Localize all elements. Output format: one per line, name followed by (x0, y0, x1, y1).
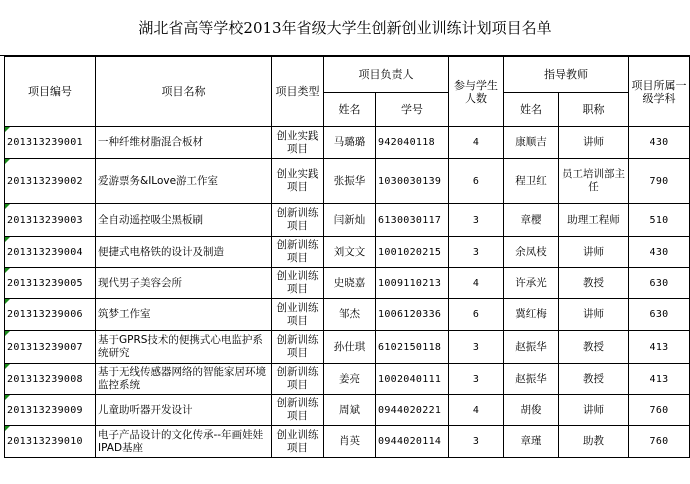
cell-project-name[interactable]: 基于GPRS技术的便携式心电监护系统研究 (96, 331, 272, 364)
cell-participants[interactable]: 6 (449, 159, 504, 204)
cell-project-name[interactable]: 电子产品设计的文化传承--年画娃娃IPAD基座 (96, 426, 272, 458)
cell-student-id[interactable]: 942040118 (376, 127, 449, 159)
cell-project-type[interactable]: 创业实践项目 (272, 159, 324, 204)
cell-student-id[interactable]: 1006120336 (376, 299, 449, 331)
cell-project-id[interactable]: 201313239009 (5, 395, 96, 426)
cell-project-name[interactable]: 基于无线传感器网络的智能家居环境监控系统 (96, 364, 272, 395)
cell-leader-name[interactable]: 史晓嘉 (324, 268, 376, 299)
cell-project-id[interactable]: 201313239001 (5, 127, 96, 159)
cell-leader-name[interactable]: 肖英 (324, 426, 376, 458)
table-row (5, 268, 690, 299)
cell-student-id[interactable]: 6130030117 (376, 204, 449, 237)
cell-project-type[interactable]: 创新训练项目 (272, 331, 324, 364)
header-advisor-name[interactable]: 姓名 (504, 93, 559, 127)
table-row (5, 426, 690, 458)
cell-student-id[interactable]: 0944020221 (376, 395, 449, 426)
cell-project-id[interactable]: 201313239007 (5, 331, 96, 364)
cell-participants[interactable]: 4 (449, 268, 504, 299)
table-row (5, 331, 690, 364)
cell-participants[interactable]: 3 (449, 331, 504, 364)
cell-project-type[interactable]: 创新训练项目 (272, 364, 324, 395)
cell-student-id[interactable]: 1030030139 (376, 159, 449, 204)
table-row (5, 395, 690, 426)
cell-advisor-title[interactable]: 教授 (559, 268, 629, 299)
cell-project-type[interactable]: 创业训练项目 (272, 299, 324, 331)
cell-discipline-code[interactable]: 760 (629, 395, 690, 426)
cell-advisor-name[interactable]: 章樱 (504, 204, 559, 237)
cell-project-name[interactable]: 儿童助听器开发设计 (96, 395, 272, 426)
cell-project-id[interactable]: 201313239002 (5, 159, 96, 204)
header-leader-name[interactable]: 姓名 (324, 93, 376, 127)
header-advisor-group[interactable]: 指导教师 (504, 57, 629, 93)
cell-discipline-code[interactable]: 413 (629, 331, 690, 364)
cell-participants[interactable]: 3 (449, 204, 504, 237)
cell-project-name[interactable]: 全自动遥控吸尘黑板刷 (96, 204, 272, 237)
cell-leader-name[interactable]: 姜亮 (324, 364, 376, 395)
table-row (5, 159, 690, 204)
cell-discipline-code[interactable]: 430 (629, 127, 690, 159)
cell-advisor-name[interactable]: 胡俊 (504, 395, 559, 426)
cell-participants[interactable]: 4 (449, 395, 504, 426)
page-title: 湖北省高等学校2013年省级大学生创新创业训练计划项目名单 (0, 0, 690, 56)
table-row (5, 237, 690, 268)
cell-student-id[interactable]: 1001020215 (376, 237, 449, 268)
table-row (5, 364, 690, 395)
cell-discipline-code[interactable]: 510 (629, 204, 690, 237)
cell-advisor-title[interactable]: 助教 (559, 426, 629, 458)
table-row (5, 299, 690, 331)
cell-project-id[interactable]: 201313239006 (5, 299, 96, 331)
cell-project-type[interactable]: 创新训练项目 (272, 395, 324, 426)
cell-advisor-title[interactable]: 员工培训部主任 (559, 159, 629, 204)
cell-advisor-name[interactable]: 冀红梅 (504, 299, 559, 331)
cell-advisor-name[interactable]: 章瑾 (504, 426, 559, 458)
cell-student-id[interactable]: 1002040111 (376, 364, 449, 395)
cell-advisor-title[interactable]: 讲师 (559, 395, 629, 426)
cell-advisor-title[interactable]: 讲师 (559, 299, 629, 331)
header-project-name[interactable]: 项目名称 (96, 57, 272, 127)
project-table (4, 56, 690, 458)
cell-advisor-name[interactable]: 赵振华 (504, 364, 559, 395)
cell-leader-name[interactable]: 闫新灿 (324, 204, 376, 237)
cell-student-id[interactable]: 1009110213 (376, 268, 449, 299)
cell-advisor-name[interactable]: 程卫红 (504, 159, 559, 204)
cell-discipline-code[interactable]: 630 (629, 299, 690, 331)
cell-advisor-name[interactable]: 余凤枝 (504, 237, 559, 268)
header-leader-group[interactable]: 项目负责人 (324, 57, 449, 93)
cell-advisor-name[interactable]: 许承光 (504, 268, 559, 299)
header-project-type[interactable]: 项目类型 (272, 57, 324, 127)
cell-discipline-code[interactable]: 760 (629, 426, 690, 458)
cell-advisor-title[interactable]: 教授 (559, 364, 629, 395)
cell-participants[interactable]: 3 (449, 237, 504, 268)
cell-project-id[interactable]: 201313239004 (5, 237, 96, 268)
cell-participants[interactable]: 6 (449, 299, 504, 331)
cell-advisor-title[interactable]: 讲师 (559, 237, 629, 268)
cell-student-id[interactable]: 6102150118 (376, 331, 449, 364)
table-row (5, 204, 690, 237)
cell-project-name[interactable]: 便捷式电格铁的设计及制造 (96, 237, 272, 268)
cell-project-name[interactable]: 现代男子美容会所 (96, 268, 272, 299)
cell-participants[interactable]: 3 (449, 364, 504, 395)
cell-project-type[interactable]: 创业实践项目 (272, 127, 324, 159)
cell-leader-name[interactable]: 周斌 (324, 395, 376, 426)
cell-project-name[interactable]: 一种纤维材脂混合板材 (96, 127, 272, 159)
cell-project-type[interactable]: 创新训练项目 (272, 204, 324, 237)
header-advisor-title[interactable]: 职称 (559, 93, 629, 127)
cell-project-id[interactable]: 201313239003 (5, 204, 96, 237)
cell-project-type[interactable]: 创业训练项目 (272, 426, 324, 458)
cell-leader-name[interactable]: 马璐璐 (324, 127, 376, 159)
cell-project-type[interactable]: 创业训练项目 (272, 268, 324, 299)
cell-discipline-code[interactable]: 430 (629, 237, 690, 268)
header-discipline[interactable]: 项目所属一级学科 (629, 57, 690, 127)
cell-project-type[interactable]: 创新训练项目 (272, 237, 324, 268)
cell-advisor-title[interactable]: 讲师 (559, 127, 629, 159)
header-row-top (5, 57, 690, 93)
cell-discipline-code[interactable]: 630 (629, 268, 690, 299)
header-project-id[interactable]: 项目编号 (5, 57, 96, 127)
cell-leader-name[interactable]: 邹杰 (324, 299, 376, 331)
cell-leader-name[interactable]: 孙仕琪 (324, 331, 376, 364)
header-leader-student-id[interactable]: 学号 (376, 93, 449, 127)
cell-advisor-name[interactable]: 康顺吉 (504, 127, 559, 159)
cell-student-id[interactable]: 0944020114 (376, 426, 449, 458)
cell-discipline-code[interactable]: 413 (629, 364, 690, 395)
cell-project-name[interactable]: 筑梦工作室 (96, 299, 272, 331)
header-participants[interactable]: 参与学生人数 (449, 57, 504, 127)
table-row (5, 127, 690, 159)
cell-project-name[interactable]: 爱游票务&ILove游工作室 (96, 159, 272, 204)
cell-advisor-title[interactable]: 助理工程师 (559, 204, 629, 237)
cell-advisor-title[interactable]: 教授 (559, 331, 629, 364)
cell-leader-name[interactable]: 张振华 (324, 159, 376, 204)
cell-leader-name[interactable]: 刘文文 (324, 237, 376, 268)
cell-participants[interactable]: 4 (449, 127, 504, 159)
cell-project-id[interactable]: 201313239010 (5, 426, 96, 458)
cell-discipline-code[interactable]: 790 (629, 159, 690, 204)
cell-participants[interactable]: 3 (449, 426, 504, 458)
cell-project-id[interactable]: 201313239005 (5, 268, 96, 299)
cell-project-id[interactable]: 201313239008 (5, 364, 96, 395)
cell-advisor-name[interactable]: 赵振华 (504, 331, 559, 364)
